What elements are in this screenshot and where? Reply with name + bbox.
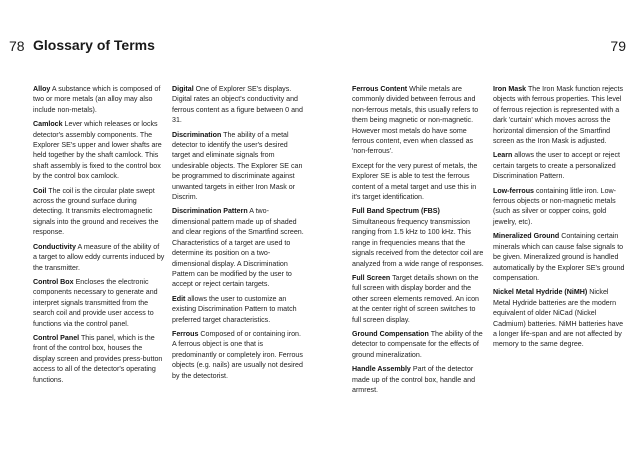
glossary-entry [493,231,625,283]
glossary-term: Conductivity [33,242,76,251]
glossary-entry [493,150,625,181]
glossary-definition: Simultaneous frequency transmission ranging from 1.5 kHz to 100 kHz. This range in frequencies means that the signals received from the detector coil are analyzed from a wide range of responses. [352,217,484,268]
glossary-column-1 [33,84,165,389]
glossary-column-4 [493,84,625,354]
glossary-entry [33,333,165,385]
glossary-definition: A substance which is composed of two or more metals (an alloy may also include non-metals). [33,85,161,114]
glossary-definition: containing little iron. Low-ferrous objects or non-magnetic metals (such as silver or copper coins, gold jewelry, etc). [493,186,617,226]
glossary-entry [33,119,165,181]
glossary-entry [352,364,484,395]
glossary-definition: Containing certain minerals which can cause false signals to be given. Mineralized ground is handled automatically by the Explorer SE's ground compensation. [493,232,625,282]
glossary-definition: This panel, which is the front of the control box, houses the display screen and provides press-button access to all of the detector's operating functions. [33,333,163,384]
glossary-entry [352,329,484,360]
glossary-entry [33,84,165,115]
glossary-term: Iron Mask [493,85,527,93]
glossary-definition: Lever which releases or locks detector's assembly components. The Explorer SE's upper and lower shafts are held together by the shaft camlock. This shaft assembly is fixed to the control box by the control box camlock. [33,120,162,181]
glossary-entry [33,186,165,238]
glossary-definition: While metals are commonly divided between ferrous and non-ferrous metals, this usually refers to them being magnetic or non-magnetic. However most metals do have some ferrous content, even when classed as 'non-ferrous'. [352,85,479,156]
glossary-entry [172,294,304,325]
glossary-entry [493,84,625,146]
glossary-term: Nickel Metal Hydride (NiMH) [493,288,588,297]
glossary-definition: allows the user to customize an existing Discrimination Pattern to match preferred target characteristics. [172,294,297,324]
glossary-entry [352,206,484,268]
glossary-term: Digital [172,85,194,93]
glossary-definition: One of Explorer SE's displays. Digital rates an object's conductivity and ferrous content as a figure between 0 and 31. [172,85,303,125]
glossary-column-3 [352,84,484,399]
glossary-definition: The ability of the detector to compensate for the effects of ground mineralization. [352,329,483,359]
glossary-entry [33,277,165,329]
glossary-term: Full Screen [352,273,391,282]
glossary-definition: The Iron Mask function rejects objects with ferrous properties. This level of ferrous rejection is represented with a dark 'curtain' which moves across the horizontal dimension of the Smartfind screen as the Iron Mask is adjusted. [493,85,623,146]
glossary-definition: Target details shown on the full screen with display border and the other screen elements removed. An icon at the center right of screen switches to full screen display. [352,273,479,324]
glossary-definition: Composed of or containing iron. A ferrous object is one that is predominantly or completely iron. Ferrous objects (e.g. nails) are usually not desired by the detectorist. [172,329,303,380]
glossary-term: Ferrous [172,329,199,338]
glossary-entry [172,130,304,203]
glossary-term: Discrimination [172,130,222,139]
glossary-entry [352,161,484,203]
glossary-term: Low-ferrous [493,186,534,195]
glossary-definition: A two-dimensional pattern made up of shaded and clear regions of the Smartfind screen. Characteristics of a target are used to determine its position on a two-dimensional display. A Discrimination Pattern can be modified by the user to accept or reject certain targets. [172,207,304,289]
glossary-definition: The ability of a metal detector to identify the user's desired target and eliminate signals from undesirable objects. The Explorer SE can be programmed to discriminate against unwanted targets in either Iron Mask or Discrim. [172,130,303,202]
glossary-term: Camlock [33,120,63,129]
glossary-entry [172,84,304,126]
glossary-entry [33,242,165,273]
glossary-term: Control Panel [33,333,80,342]
glossary-entry [172,206,304,289]
glossary-term: Coil [33,186,47,195]
glossary-entry [352,84,484,157]
glossary-definition: Encloses the electronic components necessary to generate and interpret signals transmitted from the search coil and provide user access to functions via the control panel. [33,277,158,328]
page-title: Glossary of Terms [33,37,155,53]
glossary-term: Ground Compensation [352,329,429,338]
glossary-term: Discrimination Pattern [172,207,248,216]
glossary-term: Alloy [33,85,51,93]
glossary-term: Full Band Spectrum (FBS) [352,207,440,216]
glossary-column-2 [172,84,304,385]
glossary-definition: allows the user to accept or reject certain targets to create a personalized Discrimination Pattern. [493,151,620,181]
right-page-number: 79 [610,38,626,54]
glossary-entry [172,329,304,381]
glossary-definition: Except for the very purest of metals, the Explorer SE is able to test the ferrous content of a metal target and use this in it's target identification. [352,161,478,202]
glossary-definition: A measure of the ability of a target to allow eddy currents induced by the transmitter. [33,242,165,272]
glossary-entry [352,273,484,325]
glossary-term: Handle Assembly [352,365,411,374]
glossary-definition: The coil is the circular plate swept across the ground surface during detecting. It transmits electromagnetic signals into the ground and receives the response. [33,186,159,237]
glossary-term: Control Box [33,277,74,286]
glossary-entry [493,287,625,349]
left-page-number: 78 [9,38,25,54]
glossary-definition: Nickel Metal Hydride batteries are the modern equivalent of older NiCad (Nickel Cadmium) batteries. NiMH batteries have a longer life-span and are not affected by memory to the same degree. [493,288,624,349]
glossary-term: Ferrous Content [352,85,408,93]
glossary-definition: Part of the detector made up of the control box, handle and armrest. [352,365,476,394]
glossary-term: Learn [493,151,513,160]
glossary-term: Edit [172,294,186,303]
glossary-term: Mineralized Ground [493,232,560,241]
glossary-entry [493,186,625,228]
